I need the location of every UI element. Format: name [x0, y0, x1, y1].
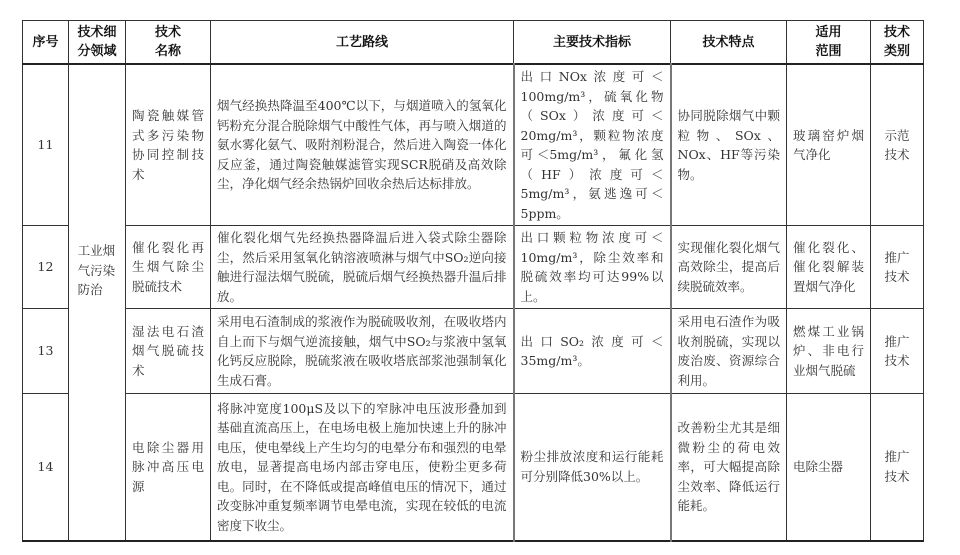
row-no: 14 [23, 394, 69, 541]
row-name: 陶瓷触媒管式多污染物协同控制技术 [126, 64, 211, 226]
row-no: 11 [23, 64, 69, 226]
header-indicators: 主要技术指标 [514, 21, 671, 65]
row-name: 催化裂化再生烟气除尘脱硫技术 [126, 226, 211, 309]
header-route: 工艺路线 [211, 21, 514, 65]
row-features: 改善粉尘尤其是细微粉尘的荷电效率，可大幅提高除尘效率、降低运行能耗。 [671, 394, 787, 541]
row-scope: 催化裂化、催化裂解装置烟气净化 [787, 226, 871, 309]
header-features: 技术特点 [671, 21, 787, 65]
row-category: 推广技术 [871, 226, 924, 309]
row-category: 示范技术 [871, 64, 924, 226]
header-no: 序号 [23, 21, 69, 65]
row-no: 12 [23, 226, 69, 309]
row-scope: 玻璃窑炉烟气净化 [787, 64, 871, 226]
row-indicators: 出口NOx浓度可＜100mg/m³，硫氧化物（SOx）浓度可＜20mg/m³，颗粒物浓度可＜5mg/m³，氟化氢（HF）浓度可＜5mg/m³，氨逃逸可＜5ppm。 [514, 64, 671, 226]
row-category: 推广技术 [871, 309, 924, 394]
field-merged-cell [69, 64, 126, 541]
header-scope: 适用范围 [787, 21, 871, 65]
table-row [23, 64, 924, 226]
row-route: 烟气经换热降温至400℃以下，与烟道喷入的氢氧化钙粉充分混合脱除烟气中酸性气体，再与喷入烟道的氨水雾化氨气、吸附剂粉混合，然后进入陶瓷一体化反应釜，通过陶瓷触媒滤管实现SCR脱硝及高效除尘，净化烟气经余热锅炉回收余热后达标排放。 [211, 64, 514, 226]
row-route: 将脉冲宽度100μS及以下的窄脉冲电压波形叠加到基础直流高压上，在电场电极上施加快速上升的脉冲电压，使电晕线上产生均匀的电晕分布和强烈的电晕放电，显著提高电场内部击穿电压，使粉尘更多荷电。同时，在不降低或提高峰值电压的情况下，通过改变脉冲重复频率调节电晕电流，实现在较低的电流密度下收尘。 [211, 394, 514, 541]
table-row [23, 309, 924, 394]
row-features: 实现催化裂化烟气高效除尘，提高后续脱硫效率。 [671, 226, 787, 309]
row-no: 13 [23, 309, 69, 394]
header-row [23, 21, 924, 65]
table-row [23, 226, 924, 309]
row-features: 采用电石渣作为吸收剂脱硫，实现以废治废、资源综合利用。 [671, 309, 787, 394]
row-scope: 电除尘器 [787, 394, 871, 541]
row-category: 推广技术 [871, 394, 924, 541]
row-scope: 燃煤工业锅炉、非电行业烟气脱硫 [787, 309, 871, 394]
row-route: 催化裂化烟气先经换热器降温后进入袋式除尘器除尘，然后采用氢氧化钠溶液喷淋与烟气中SO₂逆向接触进行湿法烟气脱硫，脱硫后烟气经换热器升温后排放。 [211, 226, 514, 309]
row-indicators: 粉尘排放浓度和运行能耗可分别降低30%以上。 [514, 394, 671, 541]
header-field: 技术细分领域 [69, 21, 126, 65]
technology-table [22, 20, 924, 542]
row-features: 协同脱除烟气中颗粒物、SOx、NOx、HF等污染物。 [671, 64, 787, 226]
row-name: 湿法电石渣烟气脱硫技术 [126, 309, 211, 394]
row-name: 电除尘器用脉冲高压电源 [126, 394, 211, 541]
row-indicators: 出口颗粒物浓度可＜10mg/m³，除尘效率和脱硫效率均可达99%以上。 [514, 226, 671, 309]
row-route: 采用电石渣制成的浆液作为脱硫吸收剂，在吸收塔内自上而下与烟气逆流接触，烟气中SO₂与浆液中氢氧化钙反应脱除，脱硫浆液在吸收塔底部浆池强制氧化生成石膏。 [211, 309, 514, 394]
field-label: 工业烟气污染防治 [77, 243, 116, 297]
row-indicators: 出口SO₂浓度可＜35mg/m³。 [514, 309, 671, 394]
header-name: 技术名称 [126, 21, 211, 65]
table-row [23, 394, 924, 541]
header-category: 技术类别 [871, 21, 924, 65]
